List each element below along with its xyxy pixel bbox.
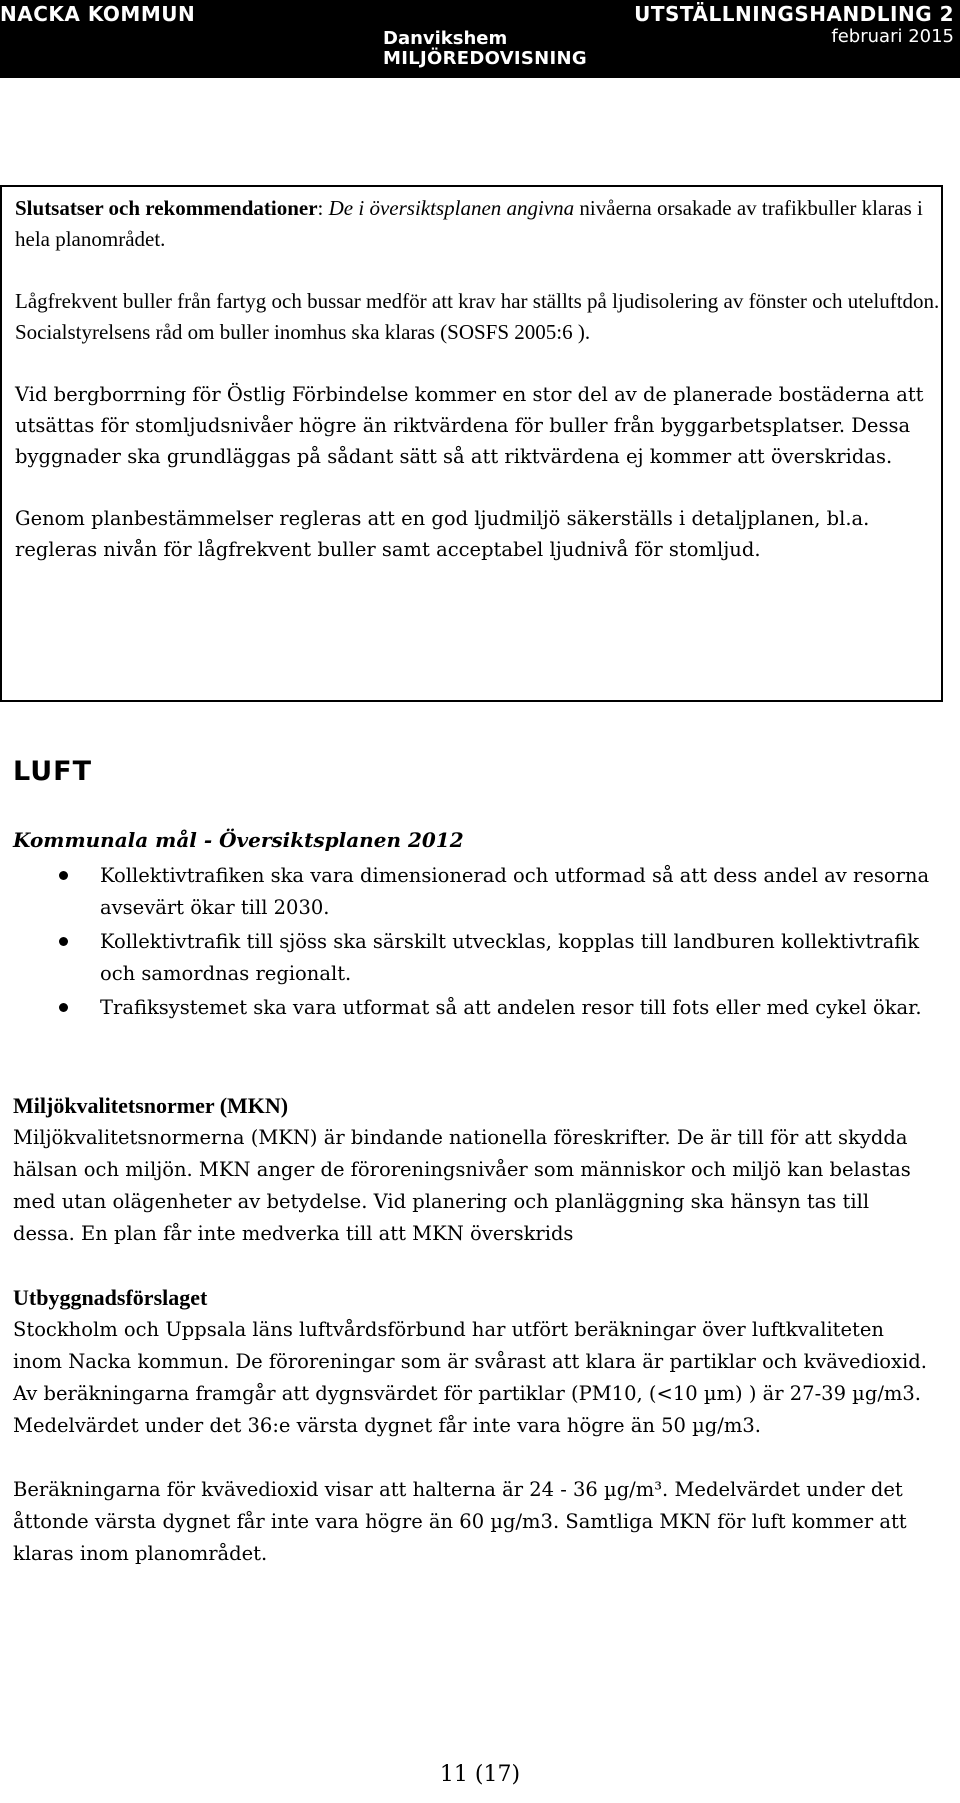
header-document-type: MILJÖREDOVISNING	[383, 48, 587, 69]
conclusions-box	[0, 185, 943, 702]
bullet-icon	[59, 871, 68, 880]
mkn-text: Miljökvalitetsnormerna (MKN) är bindande nationella föreskrifter. De är till för att skydda hälsan och miljön. MKN anger de föroreningsnivåer som människor och miljö kan belastas med utan olägenheter av betydelse. Vid planering och planläggning ska hänsyn tas till dessa. En plan får inte medverka till att MKN överskrids	[13, 1126, 911, 1245]
conclusions-label: Slutsatser och rekommendationer	[15, 196, 318, 220]
conclusions-paragraph-2: Lågfrekvent buller från fartyg och bussar medför att krav har ställts på ljudisolering av fönster och uteluftdon. Socialstyrelsens råd om buller inomhus ska klaras (SOSFS 2005:6 ).	[15, 289, 940, 344]
goals-heading: Kommunala mål - Översiktsplanen 2012	[13, 828, 464, 852]
goal-item: Trafiksystemet ska vara utformat så att andelen resor till fots eller med cykel ökar.	[13, 992, 933, 1024]
utbyggnad-paragraph-2: Beräkningarna för kvävedioxid visar att halterna är 24 - 36 µg/m³. Medelvärdet under det åttonde värsta dygnet får inte vara högre än 60 µg/m3. Samtliga MKN för luft kommer att klaras inom planområdet.	[13, 1478, 907, 1565]
conclusions-paragraph-1: Slutsatser och rekommendationer: De i översiktsplanen angivna nivåerna orsakade av trafikbuller klaras i hela planområdet.	[15, 196, 923, 251]
header-municipality: NACKA KOMMUN	[0, 2, 196, 26]
header-project: Danvikshem	[383, 28, 508, 49]
section-title-luft: LUFT	[13, 756, 93, 787]
goal-item: Kollektivtrafik till sjöss ska särskilt utvecklas, kopplas till landburen kollektivtrafik och samordnas regionalt.	[13, 926, 933, 990]
header-date: februari 2015	[831, 26, 954, 47]
goals-list	[13, 860, 933, 1024]
bullet-icon	[59, 1003, 68, 1012]
header-document-stage: UTSTÄLLNINGSHANDLING 2	[634, 2, 954, 26]
page-number: 11 (17)	[439, 1762, 521, 1787]
conclusions-paragraph-4: Genom planbestämmelser regleras att en god ljudmiljö säkerställs i detaljplanen, bl.a. regleras nivån för lågfrekvent buller samt acceptabel ljudnivå för stomljud.	[15, 507, 870, 561]
mkn-heading: Miljökvalitetsnormer (MKN)	[13, 1093, 289, 1118]
goal-item: Kollektivtrafiken ska vara dimensionerad och utformad så att dess andel av resorna avsevärt ökar till 2030.	[13, 860, 933, 924]
bullet-icon	[59, 937, 68, 946]
conclusions-paragraph-3: Vid bergborrning för Östlig Förbindelse kommer en stor del av de planerade bostäderna att utsättas för stomljudsnivåer högre än riktvärdena för buller från byggarbetsplatser. Dessa byggnader ska grundläggas på sådant sätt så att riktvärdena ej kommer att överskridas.	[15, 383, 924, 468]
conclusions-italic: De i översiktsplanen angivna	[328, 196, 575, 220]
goals-section	[13, 824, 933, 1026]
utbyggnad-heading: Utbyggnadsförslaget	[13, 1285, 208, 1310]
page-header	[0, 0, 960, 78]
mkn-section	[13, 1090, 933, 1250]
utbyggnad-paragraph-1: Stockholm och Uppsala läns luftvårdsförbund har utfört beräkningar över luftkvaliteten inom Nacka kommun. De föroreningar som är svårast att klara är partiklar och kvävedioxid. Av beräkningarna framgår att dygnsvärdet för partiklar (PM10, (<10 µm) ) är 27-39 µg/m3. Medelvärdet under det 36:e värsta dygnet får inte vara högre än 50 µg/m3.	[13, 1318, 927, 1437]
utbyggnad-section	[13, 1282, 933, 1570]
